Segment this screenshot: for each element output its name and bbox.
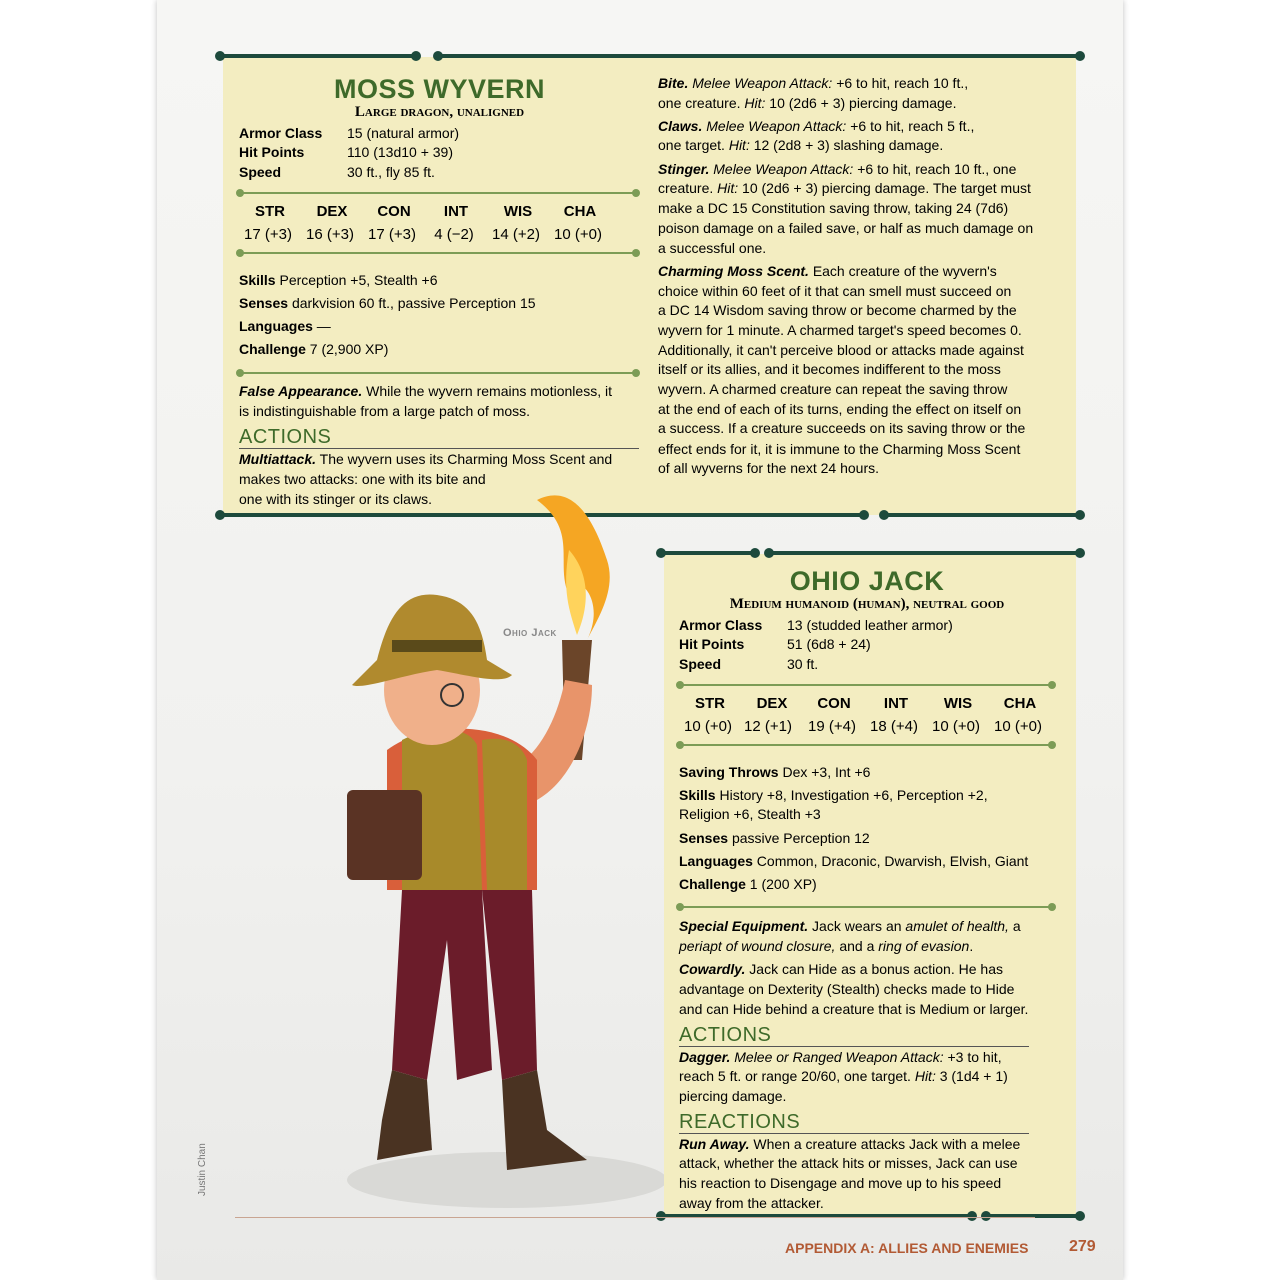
speed-label: Speed [239, 164, 282, 180]
ability-name: CON [377, 203, 411, 220]
multiattack-action: one with its stinger or its claws. [239, 491, 432, 507]
stinger-action: creature. Hit: 10 (2d6 + 3) piercing damage. The target must [658, 180, 1031, 196]
ability-score: 12 (+1) [744, 718, 792, 735]
dagger-action: reach 5 ft. or range 20/60, one target. Hit: 3 (1d4 + 1) [679, 1068, 1008, 1084]
languages-line: Languages — [239, 318, 331, 334]
ability-score: 10 (+0) [932, 718, 980, 735]
art-caption: Ohio Jack [503, 627, 557, 639]
art-credit: Justin Chan [197, 1143, 208, 1196]
run-away-reaction: away from the attacker. [679, 1195, 824, 1211]
charming-moss-scent-action: a DC 14 Wisdom saving throw or become charmed by the [658, 302, 1017, 318]
charming-moss-scent-action: Charming Moss Scent. Each creature of the wyvern's [658, 263, 997, 279]
charming-moss-scent-action: of all wyverns for the next 24 hours. [658, 460, 879, 476]
ability-name: STR [255, 203, 285, 220]
boots [377, 1070, 432, 1160]
senses-line: Senses darkvision 60 ft., passive Perception 15 [239, 295, 536, 311]
divider [239, 372, 637, 374]
hit-points-label: Hit Points [679, 636, 745, 652]
run-away-reaction: his reaction to Disengage and move up to his speed [679, 1175, 1002, 1191]
dagger-action: Dagger. Melee or Ranged Weapon Attack: +3 to hit, [679, 1049, 1002, 1065]
challenge-line: Challenge 1 (200 XP) [679, 876, 817, 892]
armor-class-value: 15 (natural armor) [347, 125, 460, 141]
section-underline [679, 1133, 1029, 1134]
top-rule [660, 551, 756, 555]
bite-action: one creature. Hit: 10 (2d6 + 3) piercing damage. [658, 95, 957, 111]
stinger-action: poison damage on a failed save, or half as much damage on [658, 220, 1034, 236]
armor-class-label: Armor Class [239, 125, 323, 141]
charming-moss-scent-action: Additionally, it can't perceive blood or attacks made against [658, 342, 1024, 358]
divider [679, 906, 1053, 908]
run-away-reaction: Run Away. When a creature attacks Jack with a melee [679, 1136, 1021, 1152]
creature-name: MOSS WYVERN [333, 74, 546, 104]
ability-name: CHA [563, 203, 597, 220]
false-appearance-trait: is indistinguishable from a large patch of moss. [239, 403, 531, 419]
actions-heading: ACTIONS [239, 426, 332, 448]
claws-action: one target. Hit: 12 (2d8 + 3) slashing damage. [658, 137, 944, 153]
divider [239, 192, 637, 194]
special-equipment-trait: periapt of wound closure, and a ring of evasion. [679, 938, 974, 954]
cowardly-trait: and can Hide behind a creature that is Medium or larger. [679, 1001, 1029, 1017]
bite-action: Bite. Melee Weapon Attack: +6 to hit, reach 10 ft., [658, 75, 969, 91]
ability-score: 17 (+3) [244, 226, 292, 243]
creature-type: Medium humanoid (human), neutral good [729, 596, 1005, 612]
skills-line: Religion +6, Stealth +3 [679, 806, 821, 822]
dagger-action: piercing damage. [679, 1088, 787, 1104]
charming-moss-scent-action: choice within 60 feet of it that can smell must succeed on [658, 283, 1012, 299]
books [347, 790, 422, 880]
ability-name: DEX [316, 203, 348, 220]
ability-name: DEX [756, 695, 788, 712]
divider [679, 744, 1053, 746]
ability-score: 14 (+2) [492, 226, 540, 243]
ability-score: 4 (−2) [434, 226, 474, 243]
senses-line: Senses passive Perception 12 [679, 830, 870, 846]
stinger-action: Stinger. Melee Weapon Attack: +6 to hit, reach 10 ft., one [658, 161, 1017, 177]
ability-score: 16 (+3) [306, 226, 354, 243]
trousers [392, 890, 492, 1080]
charming-moss-scent-action: itself or its allies, and it becomes indifferent to the moss [658, 361, 1001, 377]
charming-moss-scent-action: a success. If a creature succeeds on its saving throw or the [658, 420, 1026, 436]
top-rule [219, 54, 417, 58]
hit-points-value: 51 (6d8 + 24) [787, 636, 871, 652]
armor-class-label: Armor Class [679, 617, 763, 633]
stinger-action: make a DC 15 Constitution saving throw, taking 24 (7d6) [658, 200, 1009, 216]
stinger-action: a successful one. [658, 240, 767, 256]
charming-moss-scent-action: effect ends for it, it is immune to the Charming Moss Scent [658, 441, 1021, 457]
armor-class-value: 13 (studded leather armor) [787, 617, 953, 633]
cowardly-trait: Cowardly. Jack can Hide as a bonus action. He has [679, 961, 1003, 977]
multiattack-action: makes two attacks: one with its bite and [239, 471, 486, 487]
section-underline [679, 1046, 1029, 1047]
ability-name: WIS [943, 695, 973, 712]
ability-score: 10 (+0) [994, 718, 1042, 735]
speed-value: 30 ft. [787, 656, 819, 672]
ohio-jack-illustration [307, 470, 667, 1210]
cowardly-trait: advantage on Dexterity (Stealth) checks made to Hide [679, 981, 1015, 997]
ability-score: 17 (+3) [368, 226, 416, 243]
speed-label: Speed [679, 656, 722, 672]
top-rule [768, 551, 1081, 555]
top-rule [437, 54, 1081, 58]
creature-type: Large dragon, unaligned [354, 104, 525, 120]
section-underline [239, 448, 639, 449]
claws-action: Claws. Melee Weapon Attack: +6 to hit, reach 5 ft., [658, 118, 975, 134]
actions-heading: ACTIONS [679, 1024, 772, 1046]
speed-value: 30 ft., fly 85 ft. [347, 164, 435, 180]
reactions-heading: REACTIONS [679, 1111, 801, 1133]
footer-rule [235, 1217, 1035, 1218]
ability-name: WIS [503, 203, 533, 220]
creature-name: OHIO JACK [789, 566, 945, 596]
charming-moss-scent-action: wyvern. A charmed creature can repeat the saving throw [658, 381, 1008, 397]
hit-points-value: 110 (13d10 + 39) [347, 144, 453, 160]
ability-name: INT [443, 203, 469, 220]
hit-points-label: Hit Points [239, 144, 305, 160]
challenge-line: Challenge 7 (2,900 XP) [239, 341, 389, 357]
ability-name: CHA [1003, 695, 1037, 712]
saving-throws-line: Saving Throws Dex +3, Int +6 [679, 764, 871, 780]
page-number: 279 [1069, 1238, 1096, 1255]
book-page [157, 0, 1123, 1280]
ability-score: 10 (+0) [554, 226, 602, 243]
ability-score: 10 (+0) [684, 718, 732, 735]
languages-line: Languages Common, Draconic, Dwarvish, Elvish, Giant [679, 853, 1029, 869]
ability-score: 19 (+4) [808, 718, 856, 735]
divider [239, 252, 637, 254]
charming-moss-scent-action: wyvern for 1 minute. A charmed target's speed becomes 0. [658, 322, 1022, 338]
bottom-rule [883, 513, 1081, 517]
false-appearance-trait: False Appearance. While the wyvern remains motionless, it [239, 383, 612, 399]
multiattack-action: Multiattack. The wyvern uses its Charming Moss Scent and [239, 451, 613, 467]
charming-moss-scent-action: at the end of each of its turns, ending the effect on itself on [658, 401, 1022, 417]
ability-score: 18 (+4) [870, 718, 918, 735]
special-equipment-trait: Special Equipment. Jack wears an amulet of health, a [679, 918, 1021, 934]
ability-name: STR [695, 695, 725, 712]
run-away-reaction: attack, whether the attack hits or misses, Jack can use [679, 1155, 1018, 1171]
skills-line: Skills Perception +5, Stealth +6 [239, 272, 438, 288]
skills-line: Skills History +8, Investigation +6, Perception +2, [679, 787, 988, 803]
footer-section-title: APPENDIX A: ALLIES AND ENEMIES [785, 1240, 1029, 1256]
ability-name: CON [817, 695, 851, 712]
ability-name: INT [883, 695, 909, 712]
divider [679, 684, 1053, 686]
